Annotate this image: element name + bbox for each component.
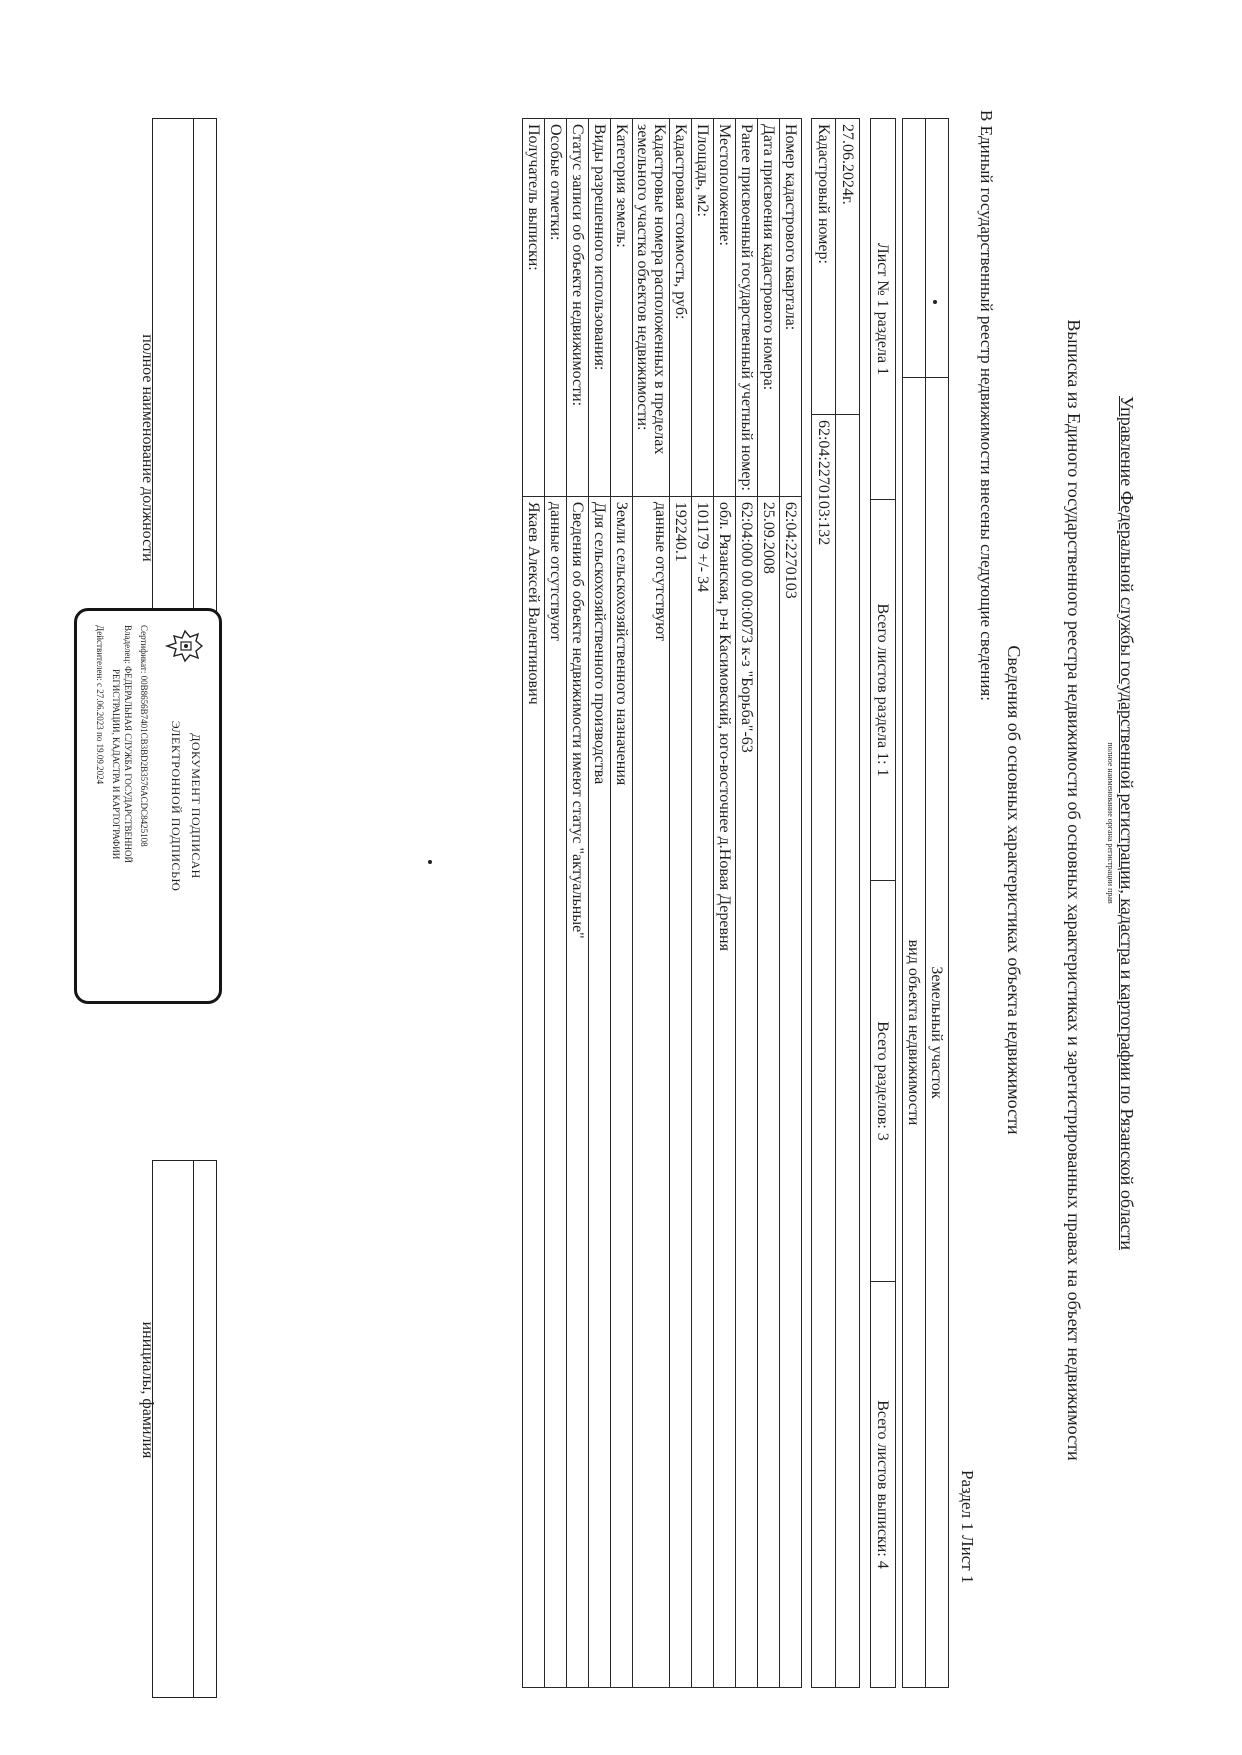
row-value: данные отсутствуют: [545, 496, 567, 1687]
sheets-table: [870, 118, 896, 1688]
row-value: 62:04:2270103: [780, 496, 802, 1687]
row-value: обл. Рязанская, р-н Касимовский, юго-восточнее д.Новая Деревня: [714, 496, 736, 1687]
characteristics-table: [522, 118, 802, 1688]
stamp-valid: Действителен: с 27.06.2023 по 19.09.2024: [95, 625, 105, 785]
row-value: Для сельскохозяйственного производства: [589, 496, 611, 1687]
object-type-caption: вид объекта недвижимости: [903, 378, 926, 1688]
row-label: Кадастровая стоимость, руб:: [670, 119, 692, 497]
row-value: 62:04:000 00 00:0073 к-з "Борьба"-63: [736, 496, 758, 1687]
section-label: Раздел 1 Лист 1: [958, 1470, 977, 1584]
row-label: Категория земель:: [611, 119, 633, 497]
row-label: Виды разрешенного использования:: [589, 119, 611, 497]
section-sheets: Всего листов раздела 1: 1: [871, 500, 896, 881]
sheet-number: Лист № 1 раздела 1: [871, 119, 896, 500]
row-value: данные отсутствуют: [633, 496, 670, 1687]
row-label: Площадь, м2:: [692, 119, 714, 497]
stamp-title: ДОКУМЕНТ ПОДПИСАН: [189, 733, 203, 879]
name-label: инициалы, фамилия: [139, 1321, 156, 1459]
row-value: 25.09.2008: [758, 496, 780, 1687]
object-type-table: [902, 118, 949, 1688]
cad-number-label: Кадастровый номер:: [812, 119, 836, 415]
row-label: Номер кадастрового квартала:: [780, 119, 802, 497]
stamp-certificate: Сертификат: 00B8656B7401CB3BD2B3576ACDC8425108: [139, 625, 149, 847]
row-label: Ранее присвоенный государственный учетный номер:: [736, 119, 758, 497]
agency-caption: полное наименование органа регистрации прав: [1106, 742, 1115, 904]
row-label: Кадастровые номера расположенных в пределах земельного участка объектов недвижимости:: [633, 119, 670, 497]
intro-text: В Единый государственный реестр недвижимости внесены следующие сведения:: [977, 110, 996, 701]
extract-title: Выписка из Единого государственного реестра недвижимости об основных характеристиках и зарегистрированных правах на объект недвижимости: [1064, 319, 1084, 1461]
stamp-owner-2: РЕГИСТРАЦИИ, КАДАСТРА И КАРТОГРАФИИ: [111, 669, 121, 860]
total-sections: Всего разделов: 3: [871, 881, 896, 1282]
date-table: [811, 118, 860, 1688]
object-type-value: Земельный участок: [926, 378, 949, 1688]
total-extract-sheets: Всего листов выписки: 4: [871, 1282, 896, 1688]
stamp-owner: Владелец: ФЕДЕРАЛЬНАЯ СЛУЖБА ГОСУДАРСТВЕННОЙ: [123, 625, 133, 864]
row-label: Дата присвоения кадастрового номера:: [758, 119, 780, 497]
scan-dot: [933, 300, 937, 304]
agency-name: Управление Федеральной службы государственной регистрации, кадастра и картографии по Рязанской области: [1117, 396, 1137, 1250]
row-label: Статус записи об объекте недвижимости:: [567, 119, 589, 497]
stamp-subtitle: ЭЛЕКТРОННОЙ ПОДПИСЬЮ: [169, 720, 183, 892]
position-label: полное наименование должности: [139, 334, 156, 562]
electronic-signature-stamp: [74, 608, 222, 1004]
row-value: Земли сельскохозяйственного назначения: [611, 496, 633, 1687]
row-value: Сведения об объекте недвижимости имеют статус "актуальные": [567, 496, 589, 1687]
row-value: 192240.1: [670, 496, 692, 1687]
info-title: Сведения об основных характеристиках объекта недвижимости: [1004, 645, 1024, 1135]
row-value: 101179 +/- 34: [692, 496, 714, 1687]
row-label: Получатель выписки:: [523, 119, 545, 497]
row-label: Местоположение:: [714, 119, 736, 497]
row-value: Якаев Алексей Валентинович: [523, 496, 545, 1687]
cad-number-value: 62:04:2270103:132: [812, 414, 836, 1687]
row-label: Особые отметки:: [545, 119, 567, 497]
extract-date: 27.06.2024г.: [836, 119, 860, 415]
scan-dot: [428, 860, 432, 864]
